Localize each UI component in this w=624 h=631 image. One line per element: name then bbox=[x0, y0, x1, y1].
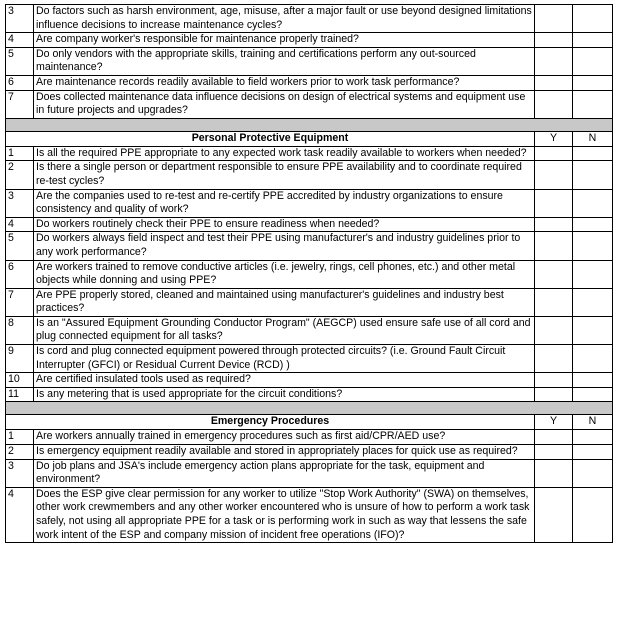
crop-edge bbox=[0, 0, 624, 4]
yes-answer-cell[interactable] bbox=[535, 288, 573, 316]
checklist-body bbox=[6, 5, 613, 543]
yes-answer-cell[interactable] bbox=[535, 5, 573, 33]
no-answer-cell[interactable] bbox=[573, 189, 613, 217]
no-answer-cell[interactable] bbox=[573, 345, 613, 373]
item-number: 3 bbox=[6, 189, 34, 217]
question-text: Is an "Assured Equipment Grounding Conductor Program" (AEGCP) used ensure safe use of all cord and plug connected equipment for all tasks? bbox=[34, 316, 535, 344]
no-answer-cell[interactable] bbox=[573, 316, 613, 344]
section-separator bbox=[6, 402, 613, 415]
item-number: 7 bbox=[6, 90, 34, 118]
no-answer-cell[interactable] bbox=[573, 161, 613, 189]
item-number: 9 bbox=[6, 345, 34, 373]
section-title: Emergency Procedures bbox=[6, 415, 535, 430]
yes-answer-cell[interactable] bbox=[535, 459, 573, 487]
yes-answer-cell[interactable] bbox=[535, 373, 573, 388]
yes-answer-cell[interactable] bbox=[535, 345, 573, 373]
question-text: Is there a single person or department responsible to ensure PPE availability and to coordinate required re-test cycles? bbox=[34, 161, 535, 189]
yes-answer-cell[interactable] bbox=[535, 387, 573, 402]
no-column-header: N bbox=[573, 131, 613, 146]
yes-answer-cell[interactable] bbox=[535, 445, 573, 460]
no-answer-cell[interactable] bbox=[573, 146, 613, 161]
no-answer-cell[interactable] bbox=[573, 47, 613, 75]
table-row bbox=[6, 47, 613, 75]
section-header bbox=[6, 415, 613, 430]
item-number: 4 bbox=[6, 33, 34, 48]
table-row bbox=[6, 75, 613, 90]
table-row bbox=[6, 232, 613, 260]
no-answer-cell[interactable] bbox=[573, 75, 613, 90]
table-row bbox=[6, 345, 613, 373]
no-answer-cell[interactable] bbox=[573, 387, 613, 402]
item-number: 8 bbox=[6, 316, 34, 344]
separator-cell bbox=[6, 402, 613, 415]
no-column-header: N bbox=[573, 415, 613, 430]
question-text: Are workers annually trained in emergency procedures such as first aid/CPR/AED use? bbox=[34, 430, 535, 445]
section-title: Personal Protective Equipment bbox=[6, 131, 535, 146]
question-text: Do factors such as harsh environment, age, misuse, after a major fault or use beyond designed limitations influence decisions to increase maintenance cycles? bbox=[34, 5, 535, 33]
yes-answer-cell[interactable] bbox=[535, 430, 573, 445]
table-row bbox=[6, 459, 613, 487]
question-text: Do workers routinely check their PPE to ensure readiness when needed? bbox=[34, 217, 535, 232]
item-number: 1 bbox=[6, 430, 34, 445]
no-answer-cell[interactable] bbox=[573, 232, 613, 260]
yes-answer-cell[interactable] bbox=[535, 47, 573, 75]
table-row bbox=[6, 373, 613, 388]
question-text: Is any metering that is used appropriate for the circuit conditions? bbox=[34, 387, 535, 402]
no-answer-cell[interactable] bbox=[573, 373, 613, 388]
no-answer-cell[interactable] bbox=[573, 217, 613, 232]
item-number: 5 bbox=[6, 47, 34, 75]
table-row bbox=[6, 260, 613, 288]
section-header bbox=[6, 131, 613, 146]
yes-answer-cell[interactable] bbox=[535, 90, 573, 118]
checklist-table bbox=[5, 4, 613, 543]
yes-answer-cell[interactable] bbox=[535, 316, 573, 344]
section-separator bbox=[6, 118, 613, 131]
yes-answer-cell[interactable] bbox=[535, 189, 573, 217]
question-text: Does the ESP give clear permission for any worker to utilize "Stop Work Authority" (SWA) on themselves, other work crewmembers and any other worker encountered who is unsure of how to perform a work task safely, not using all appropriate PPE for a task or is performing work in such as way that lessens the safe work intent of the ESP and company mission of incident free operations (IFO)? bbox=[34, 487, 535, 542]
no-answer-cell[interactable] bbox=[573, 288, 613, 316]
no-answer-cell[interactable] bbox=[573, 430, 613, 445]
item-number: 11 bbox=[6, 387, 34, 402]
yes-answer-cell[interactable] bbox=[535, 487, 573, 542]
table-row bbox=[6, 189, 613, 217]
yes-answer-cell[interactable] bbox=[535, 260, 573, 288]
table-row bbox=[6, 430, 613, 445]
question-text: Are PPE properly stored, cleaned and maintained using manufacturer's guidelines and industry best practices? bbox=[34, 288, 535, 316]
no-answer-cell[interactable] bbox=[573, 260, 613, 288]
item-number: 2 bbox=[6, 161, 34, 189]
item-number: 4 bbox=[6, 217, 34, 232]
item-number: 2 bbox=[6, 445, 34, 460]
question-text: Is all the required PPE appropriate to any expected work task readily available to workers when needed? bbox=[34, 146, 535, 161]
no-answer-cell[interactable] bbox=[573, 459, 613, 487]
no-answer-cell[interactable] bbox=[573, 33, 613, 48]
question-text: Are the companies used to re-test and re-certify PPE accredited by industry organizations to ensure consistency and quality of work? bbox=[34, 189, 535, 217]
separator-cell bbox=[6, 118, 613, 131]
item-number: 5 bbox=[6, 232, 34, 260]
yes-column-header: Y bbox=[535, 131, 573, 146]
no-answer-cell[interactable] bbox=[573, 445, 613, 460]
no-answer-cell[interactable] bbox=[573, 487, 613, 542]
yes-answer-cell[interactable] bbox=[535, 75, 573, 90]
question-text: Is cord and plug connected equipment powered through protected circuits? (i.e. Ground Fault Circuit Interrupter (GFCI) or Residual Current Device (RCD) ) bbox=[34, 345, 535, 373]
yes-answer-cell[interactable] bbox=[535, 217, 573, 232]
yes-answer-cell[interactable] bbox=[535, 161, 573, 189]
table-row bbox=[6, 487, 613, 542]
table-row bbox=[6, 33, 613, 48]
table-row bbox=[6, 5, 613, 33]
yes-answer-cell[interactable] bbox=[535, 232, 573, 260]
question-text: Do only vendors with the appropriate skills, training and certifications perform any out-sourced maintenance? bbox=[34, 47, 535, 75]
table-row bbox=[6, 161, 613, 189]
table-row bbox=[6, 445, 613, 460]
table-row bbox=[6, 288, 613, 316]
item-number: 10 bbox=[6, 373, 34, 388]
item-number: 7 bbox=[6, 288, 34, 316]
question-text: Are company worker's responsible for maintenance properly trained? bbox=[34, 33, 535, 48]
question-text: Do workers always field inspect and test their PPE using manufacturer's and industry guidelines prior to any work performance? bbox=[34, 232, 535, 260]
question-text: Are workers trained to remove conductive articles (i.e. jewelry, rings, cell phones, etc.) and other metal objects while donning and using PPE? bbox=[34, 260, 535, 288]
no-answer-cell[interactable] bbox=[573, 90, 613, 118]
item-number: 6 bbox=[6, 75, 34, 90]
question-text: Are certified insulated tools used as required? bbox=[34, 373, 535, 388]
table-row bbox=[6, 217, 613, 232]
item-number: 6 bbox=[6, 260, 34, 288]
question-text: Do job plans and JSA's include emergency action plans appropriate for the task, equipment and environment? bbox=[34, 459, 535, 487]
table-row bbox=[6, 146, 613, 161]
no-answer-cell[interactable] bbox=[573, 5, 613, 33]
yes-answer-cell[interactable] bbox=[535, 33, 573, 48]
yes-column-header: Y bbox=[535, 415, 573, 430]
table-row bbox=[6, 387, 613, 402]
item-number: 1 bbox=[6, 146, 34, 161]
question-text: Are maintenance records readily available to field workers prior to work task performance? bbox=[34, 75, 535, 90]
item-number: 3 bbox=[6, 5, 34, 33]
table-row bbox=[6, 316, 613, 344]
question-text: Is emergency equipment readily available and stored in appropriately places for quick use as required? bbox=[34, 445, 535, 460]
item-number: 4 bbox=[6, 487, 34, 542]
question-text: Does collected maintenance data influence decisions on design of electrical systems and equipment use in future projects and upgrades? bbox=[34, 90, 535, 118]
table-row bbox=[6, 90, 613, 118]
yes-answer-cell[interactable] bbox=[535, 146, 573, 161]
item-number: 3 bbox=[6, 459, 34, 487]
